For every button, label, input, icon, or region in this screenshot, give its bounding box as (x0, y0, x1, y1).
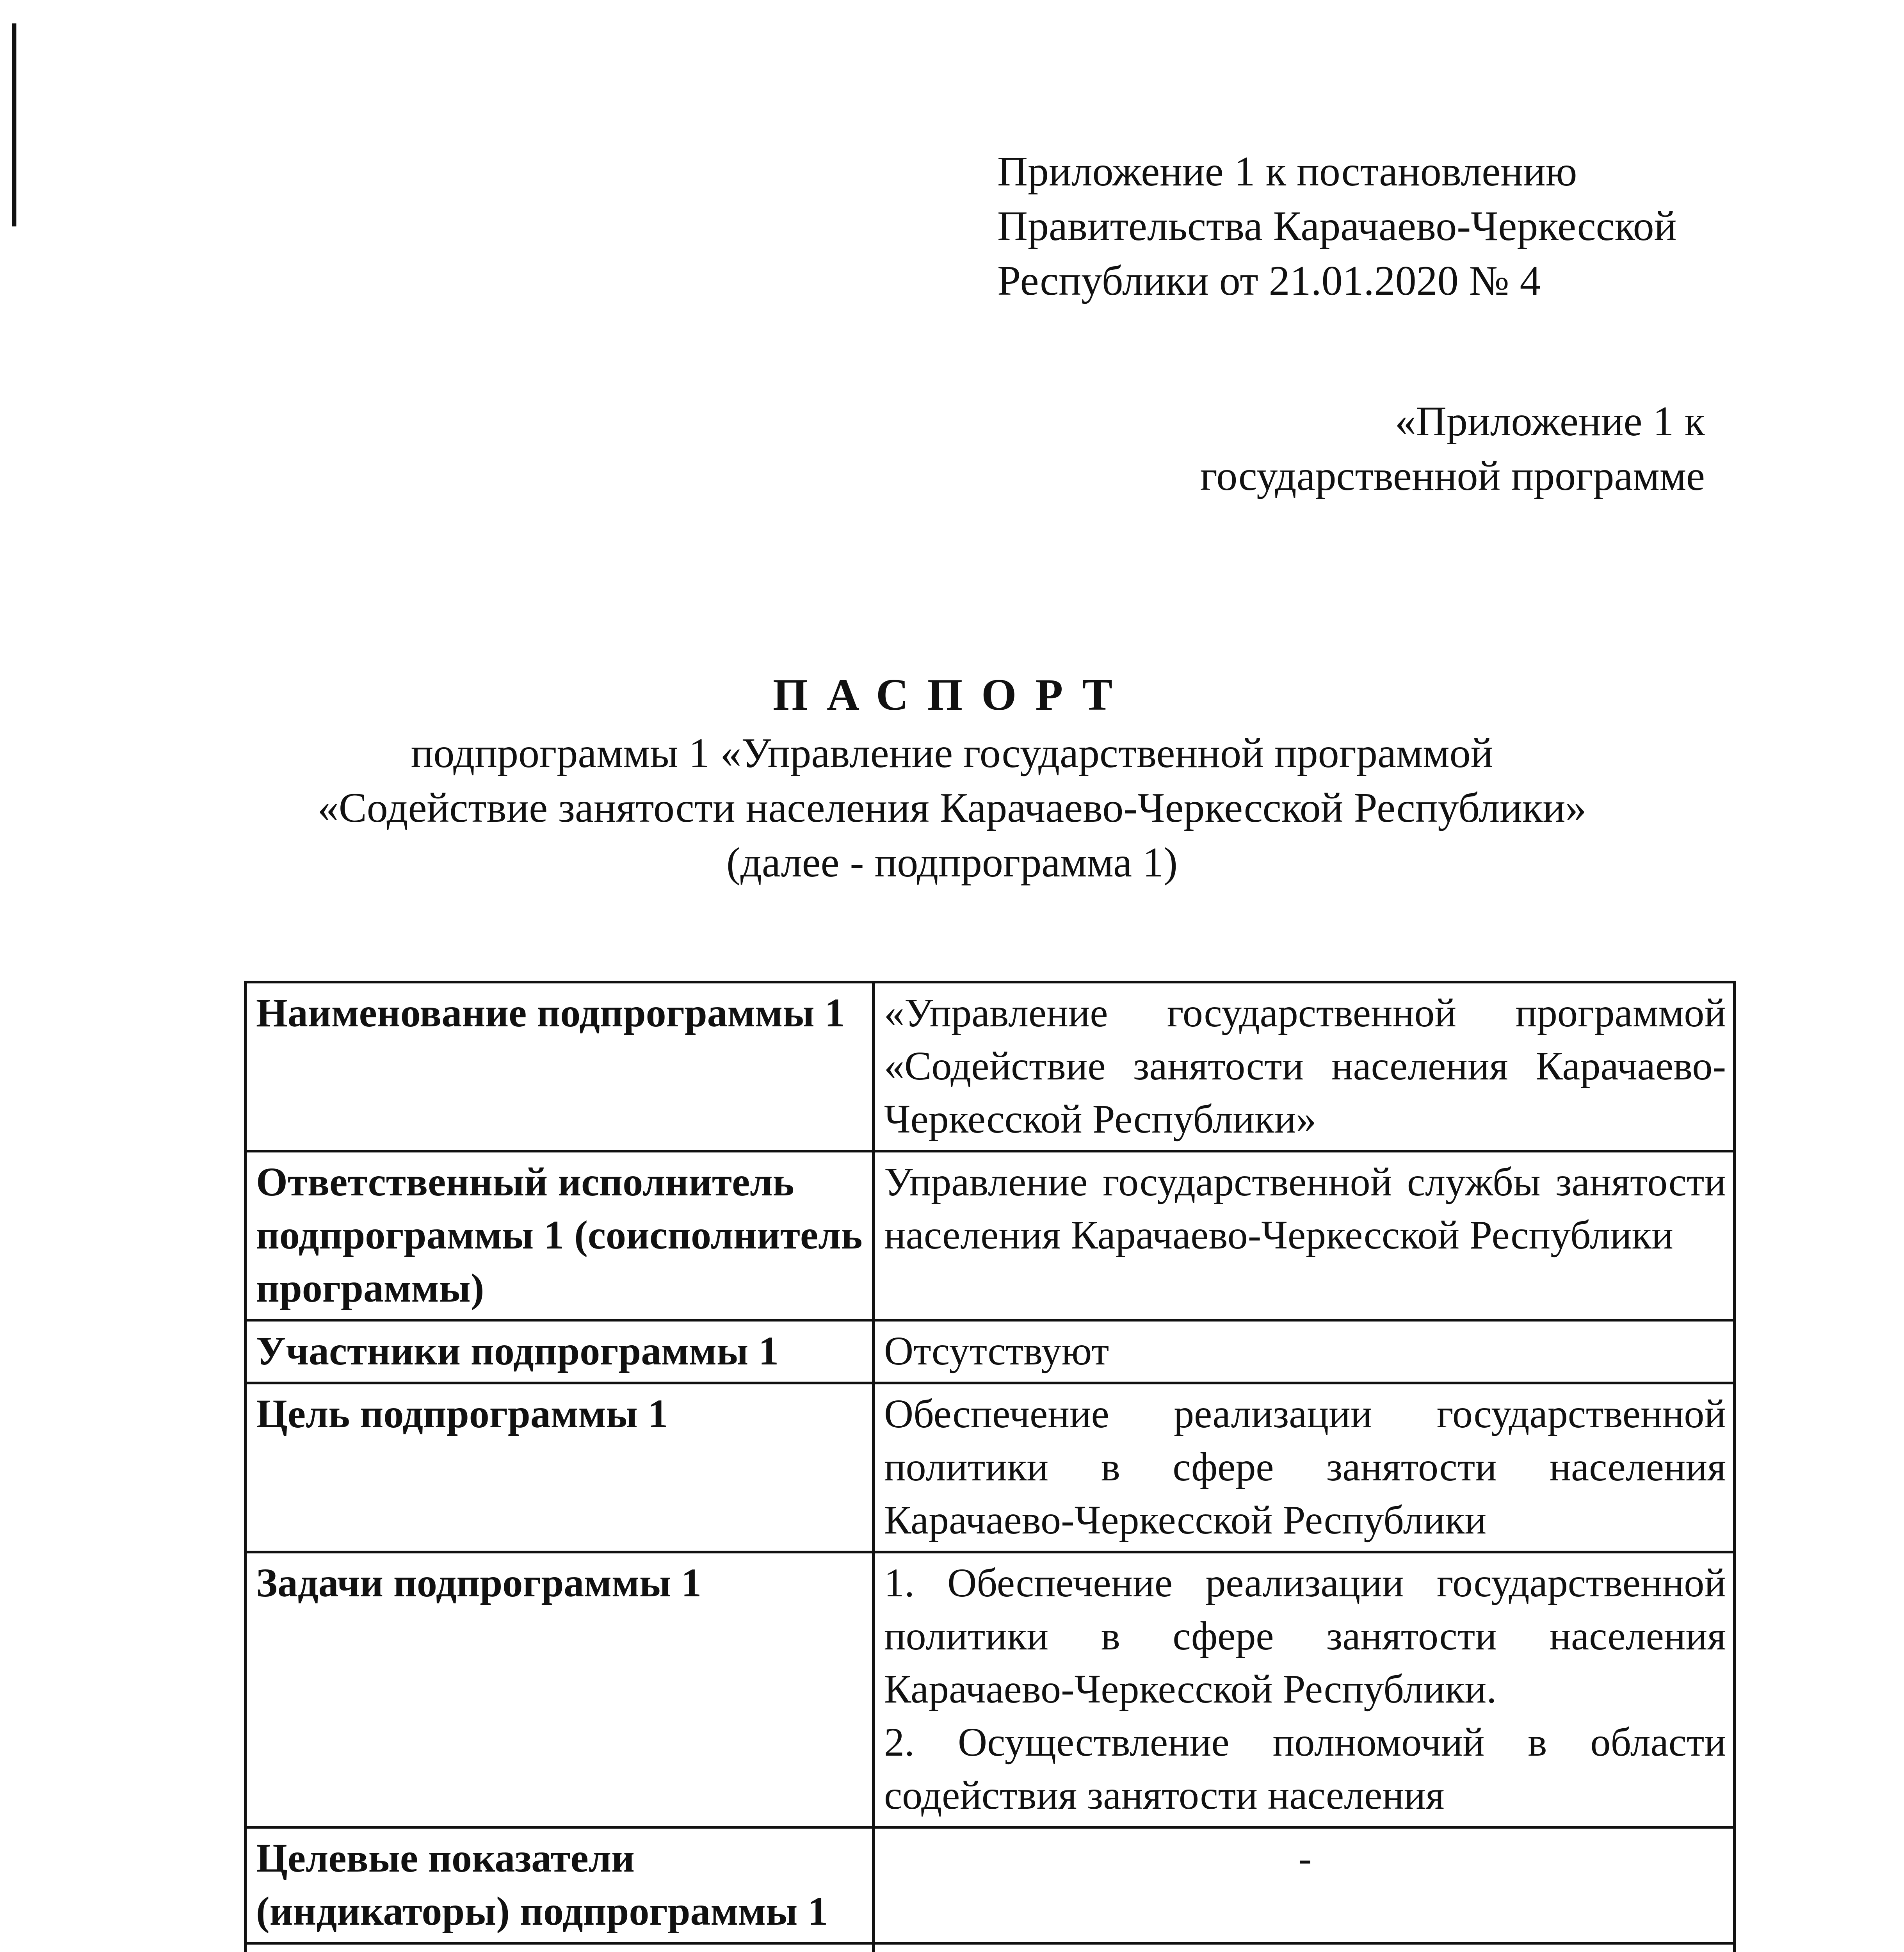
row-label: Целевые показатели (индикаторы) подпрограммы 1 (246, 1827, 874, 1943)
passport-table (244, 981, 1736, 1952)
annex-line: Республики от 21.01.2020 № 4 (997, 258, 1541, 304)
row-value: Отсутствуют (874, 1320, 1735, 1383)
annex-line: Правительства Карачаево-Черкесской (997, 203, 1677, 249)
row-label: Ответственный исполнитель подпрограммы 1 (соисполнитель программы) (246, 1151, 874, 1320)
row-label (246, 1943, 874, 1952)
row-value: Управление государственной службы занятости населения Карачаево-Черкесской Республики (874, 1151, 1735, 1320)
row-value: «Управление государственной программой «Содействие занятости населения Карачаево-Черкесской Республики» (874, 982, 1735, 1151)
task-item: 1. Обеспечение реализации государственной политики в сфере занятости населения Карачаево-Черкесской Республики. (884, 1560, 1726, 1712)
row-label: Участники подпрограммы 1 (246, 1320, 874, 1383)
table-row-indicators (246, 1827, 1735, 1943)
row-label: Задачи подпрограммы 1 (246, 1552, 874, 1827)
scan-edge-mark (12, 23, 16, 226)
annex-line: «Приложение 1 к (1395, 398, 1705, 445)
table-row-responsible-executor (246, 1151, 1735, 1320)
annex-line: государственной программе (1200, 453, 1705, 499)
row-value: Обеспечение реализации государственной политики в сфере занятости населения Карачаево-Черкесской Республики (874, 1383, 1735, 1552)
row-label: Цель подпрограммы 1 (246, 1383, 874, 1552)
table-row-tasks (246, 1552, 1735, 1827)
table-row-participants (246, 1320, 1735, 1383)
document-heading (0, 666, 1904, 890)
annex-resolution-reference (997, 144, 1676, 308)
annex-program-reference (1200, 394, 1705, 504)
table-row-subprogram-name (246, 982, 1735, 1151)
heading-line: подпрограммы 1 «Управление государственной программой (411, 730, 1493, 777)
table-row-goal (246, 1383, 1735, 1552)
empty-dash: - (1298, 1836, 1312, 1881)
task-item: 2. Осуществление полномочий в области содействия занятости населения (884, 1720, 1726, 1818)
row-value (874, 1943, 1735, 1952)
annex-line: Приложение 1 к постановлению (997, 148, 1577, 195)
row-value (874, 1552, 1735, 1827)
document-title: ПАСПОРТ (772, 670, 1132, 720)
heading-line: «Содействие занятости населения Карачаево-Черкесской Республики» (317, 785, 1587, 831)
row-value (874, 1827, 1735, 1943)
heading-line: (далее - подпрограмма 1) (726, 839, 1178, 886)
row-label: Наименование подпрограммы 1 (246, 982, 874, 1151)
table-row-timeframe (246, 1943, 1735, 1952)
